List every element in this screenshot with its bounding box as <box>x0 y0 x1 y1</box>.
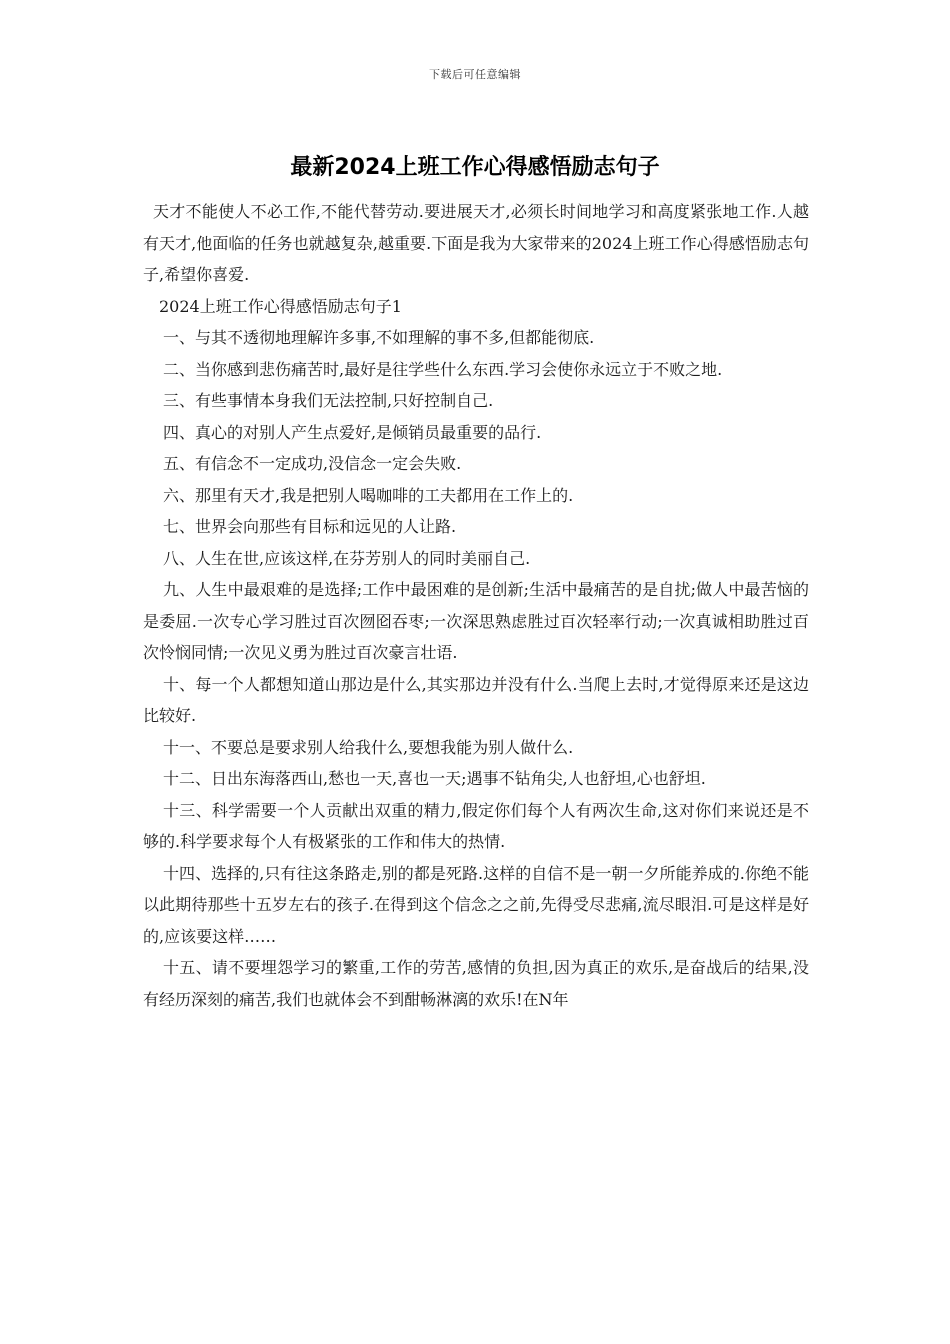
intro-paragraph: 天才不能使人不必工作,不能代替劳动.要进展天才,必须长时间地学习和高度紧张地工作.人越有天才,他面临的任务也就越复杂,越重要.下面是我为大家带来的2024上班工作心得感悟励志句子,希望你喜爱. <box>143 202 809 284</box>
list-item: 三、有些事情本身我们无法控制,只好控制自己. <box>163 391 494 410</box>
list-item: 十二、日出东海落西山,愁也一天,喜也一天;遇事不钻角尖,人也舒坦,心也舒坦. <box>163 769 706 788</box>
document-body <box>143 196 809 1015</box>
list-item: 一、与其不透彻地理解许多事,不如理解的事不多,但都能彻底. <box>163 328 595 347</box>
list-item: 十一、不要总是要求别人给我什么,要想我能为别人做什么. <box>163 737 574 757</box>
list-item: 十五、请不要埋怨学习的繁重,工作的劳苦,感情的负担,因为真正的欢乐,是奋战后的结果,没有经历深刻的痛苦,我们也就体会不到酣畅淋漓的欢乐!在N年 <box>143 958 809 1009</box>
list-item: 十、每一个人都想知道山那边是什么,其实那边并没有什么.当爬上去时,才觉得原来还是这边比较好. <box>143 674 809 725</box>
list-item: 八、人生在世,应该这样,在芬芳别人的同时美丽自己. <box>163 548 531 568</box>
list-item: 六、那里有天才,我是把别人喝咖啡的工夫都用在工作上的. <box>163 485 574 505</box>
list-item: 四、真心的对别人产生点爱好,是倾销员最重要的品行. <box>163 422 542 442</box>
list-item: 十四、选择的,只有往这条路走,别的都是死路.这样的自信不是一朝一夕所能养成的.你绝不能以此期待那些十五岁左右的孩子.在得到这个信念之之前,先得受尽悲痛,流尽眼泪.可是这样是好的,应该要这样…… <box>143 863 809 946</box>
list-item: 十三、科学需要一个人贡献出双重的精力,假定你们每个人有两次生命,这对你们来说还是不够的.科学要求每个人有极紧张的工作和伟大的热情. <box>143 800 809 851</box>
document-title: 最新2024上班工作心得感悟励志句子 <box>290 155 660 180</box>
list-item: 九、人生中最艰难的是选择;工作中最困难的是创新;生活中最痛苦的是自扰;做人中最苦恼的是委屈.一次专心学习胜过百次囫囵吞枣;一次深思熟虑胜过百次轻率行动;一次真诚相助胜过百次怜悯同情;一次见义勇为胜过百次豪言壮语. <box>143 580 809 662</box>
list-item: 五、有信念不一定成功,没信念一定会失败. <box>163 454 462 473</box>
section-heading: 2024上班工作心得感悟励志句子1 <box>159 296 402 316</box>
list-item: 七、世界会向那些有目标和远见的人让路. <box>163 517 457 536</box>
page-header-note: 下载后可任意编辑 <box>429 68 521 81</box>
list-item: 二、当你感到悲伤痛苦时,最好是往学些什么东西.学习会使你永远立于不败之地. <box>163 359 723 379</box>
